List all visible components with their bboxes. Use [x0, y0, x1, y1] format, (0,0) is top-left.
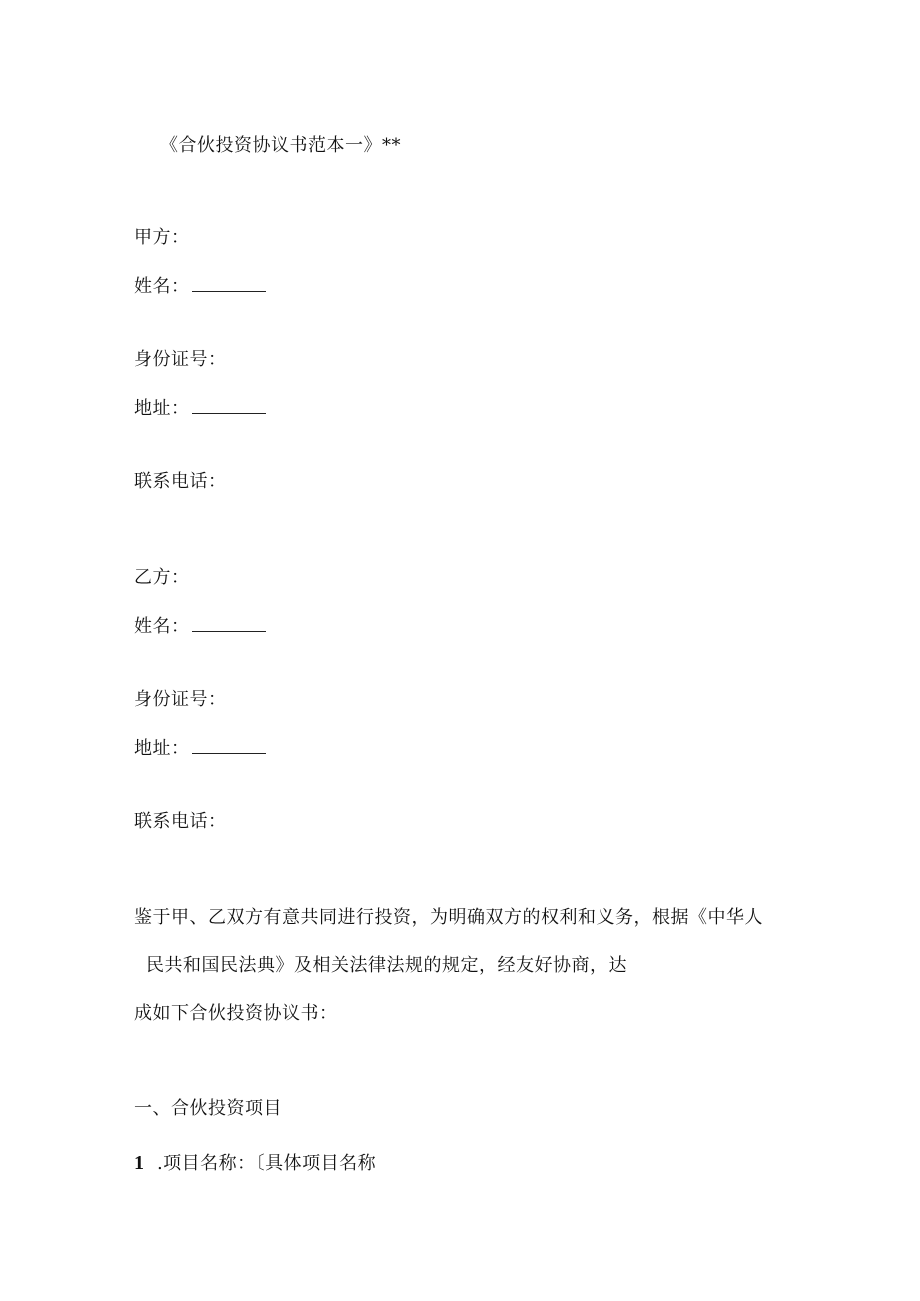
party-b-address-field	[134, 736, 266, 761]
party-a-heading: 甲方：	[134, 227, 190, 248]
party-a-name-label: 姓名：	[134, 276, 190, 297]
party-a-address-field	[134, 396, 266, 421]
party-a-id-label: 身份证号：	[134, 349, 227, 370]
party-b-name-label: 姓名：	[134, 616, 190, 637]
party-b-address-label: 地址：	[134, 738, 190, 759]
document-title: 《合伙投资协议书范本一》**	[160, 135, 401, 156]
preamble-line-3: 成如下合伙投资协议书：	[134, 1003, 338, 1024]
party-b-phone-label: 联系电话：	[134, 811, 227, 832]
preamble-line-1: 鉴于甲、乙双方有意共同进行投资，为明确双方的权利和义务，根据《中华人	[134, 907, 763, 928]
party-b-id-label: 身份证号：	[134, 689, 227, 710]
party-b-name-field	[134, 614, 266, 639]
item-text: .项目名称：〔具体项目名称	[156, 1153, 377, 1174]
party-a-address-label: 地址：	[134, 398, 190, 419]
section-1-heading: 一、合伙投资项目	[134, 1098, 282, 1119]
party-a-name-blank	[192, 274, 266, 292]
party-a-phone-label: 联系电话：	[134, 471, 227, 492]
party-a-name-field	[134, 274, 266, 299]
item-number: 1	[134, 1152, 145, 1174]
preamble-line-2: 民共和国民法典》及相关法律法规的规定，经友好协商，达	[146, 955, 627, 976]
party-b-address-blank	[192, 736, 266, 754]
party-b-heading: 乙方：	[134, 567, 190, 588]
party-a-address-blank	[192, 396, 266, 414]
section-1-item-1	[134, 1151, 376, 1176]
party-b-name-blank	[192, 614, 266, 632]
